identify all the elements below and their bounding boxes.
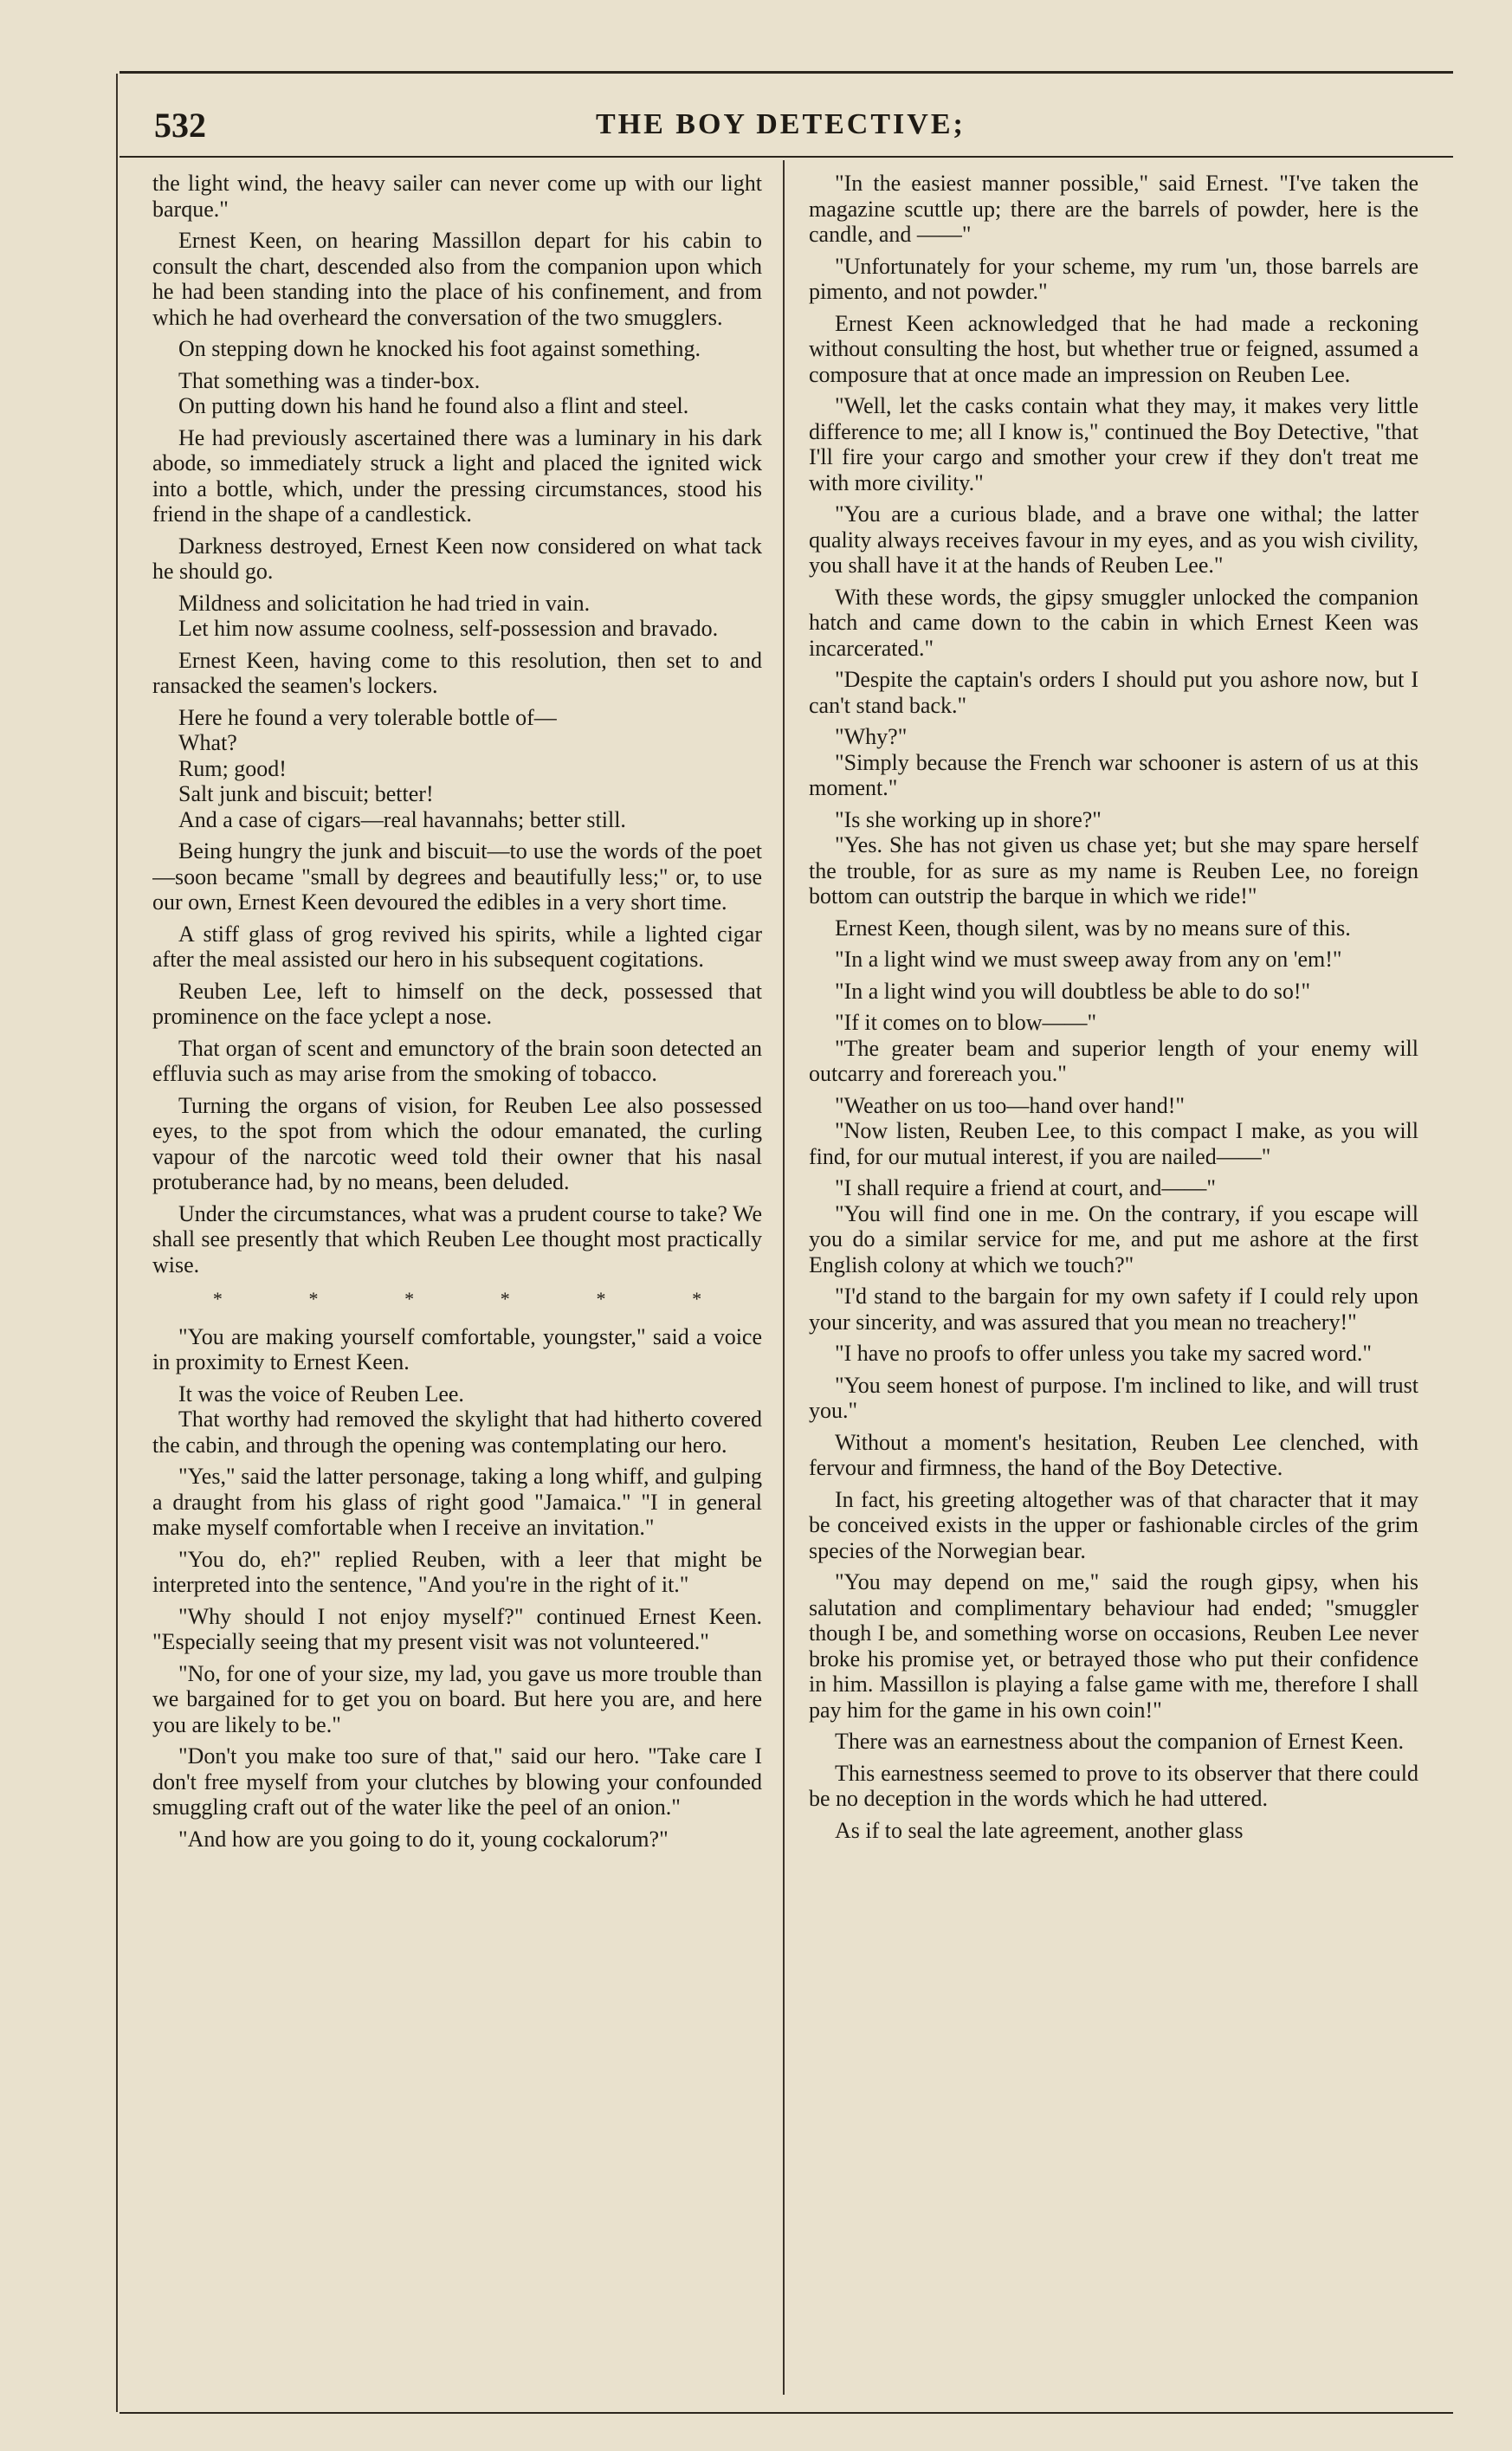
paragraph: "I shall require a friend at court, and——" <box>835 1175 1216 1200</box>
paragraph: "You may depend on me," said the rough gipsy, when his salutation and complimentary behaviour had ended; "smuggler though I be, and something worse on occasions, Reuben Lee never broke his promise yet, or betrayed those who put their confidence in him. Massillon is playing a false game with me, therefore I shall pay him for the game in his own coin!" <box>809 1569 1418 1723</box>
paragraph: Ernest Keen, on hearing Massillon depart for his cabin to consult the chart, descended also from the companion upon which he had been standing into the place of his confinement, and from which he had overheard the conversation of the two smugglers. <box>152 228 762 330</box>
paragraph: "You seem honest of purpose. I'm inclined to like, and will trust you." <box>809 1372 1418 1423</box>
paragraph: "In the easiest manner possible," said Ernest. "I've taken the magazine scuttle up; there are the barrels of powder, here is the candle, and ——" <box>809 171 1418 247</box>
paragraph: A stiff glass of grog revived his spirits, while a lighted cigar after the meal assisted our hero in his subsequent cogitations. <box>152 921 762 972</box>
separator-star: * <box>596 1288 606 1310</box>
paragraph: Here he found a very tolerable bottle of— <box>178 704 557 730</box>
paragraph: "Why should I not enjoy myself?" continued Ernest Keen. "Especially seeing that my present visit was not volunteered." <box>152 1603 762 1654</box>
paragraph: Ernest Keen, having come to this resolution, then set to and ransacked the seamen's lockers. <box>152 647 762 698</box>
paragraph: "I have no proofs to offer unless you take my sacred word." <box>835 1341 1373 1366</box>
paragraph: On stepping down he knocked his foot against something. <box>178 336 701 361</box>
separator-star: * <box>404 1288 415 1310</box>
left-column <box>152 171 762 2396</box>
paragraph: Turning the organs of vision, for Reuben Lee also possessed eyes, to the spot from which the odour emanated, the curling vapour of the narcotic weed told their owner that his nasal protuberance had, by no means, been deluded. <box>152 1092 762 1194</box>
paragraph: "Why?" <box>835 724 908 749</box>
paragraph: It was the voice of Reuben Lee. <box>178 1381 464 1407</box>
page-header <box>120 74 1453 158</box>
paragraph: As if to seal the late agreement, another glass <box>835 1817 1244 1843</box>
section-separator <box>170 1286 745 1312</box>
paragraph: Mildness and solicitation he had tried in vain. <box>178 590 591 616</box>
paragraph: "Now listen, Reuben Lee, to this compact I make, as you will find, for our mutual interest, if you are nailed——" <box>809 1118 1418 1169</box>
paragraph: Salt junk and biscuit; better! <box>178 781 434 806</box>
paragraph: "You do, eh?" replied Reuben, with a leer that might be interpreted into the sentence, "And you're in the right of it." <box>152 1546 762 1597</box>
page <box>120 71 1453 2414</box>
paragraph: "And how are you going to do it, young cockalorum?" <box>178 1826 669 1852</box>
paragraph: With these words, the gipsy smuggler unlocked the companion hatch and came down to the cabin in which Ernest Keen was incarcerated." <box>809 584 1418 661</box>
paragraph: "You will find one in me. On the contrary, if you escape will you do a similar service for me, and put me ashore at the first English colony at which we touch?" <box>809 1200 1418 1277</box>
paragraph: "No, for one of your size, my lad, you gave us more trouble than we bargained for to get you on board. But here you are, and here you are likely to be." <box>152 1660 762 1737</box>
paragraph: Ernest Keen, though silent, was by no means sure of this. <box>835 915 1351 941</box>
separator-star: * <box>692 1288 702 1310</box>
paragraph: the light wind, the heavy sailer can never come up with our light barque." <box>152 171 762 222</box>
paragraph: There was an earnestness about the companion of Ernest Keen. <box>835 1729 1404 1754</box>
paragraph: "In a light wind you will doubtless be able to do so!" <box>835 978 1311 1004</box>
paragraph: Let him now assume coolness, self-possession and bravado. <box>178 616 719 641</box>
paragraph: He had previously ascertained there was a luminary in his dark abode, so immediately struck a light and placed the ignited wick into a bottle, which, under the pressing circumstances, stood his friend in the shape of a candlestick. <box>152 424 762 527</box>
paragraph: This earnestness seemed to prove to its observer that there could be no deception in the words which he had uttered. <box>809 1760 1418 1811</box>
separator-star: * <box>500 1288 510 1310</box>
paragraph: Without a moment's hesitation, Reuben Lee clenched, with fervour and firmness, the hand of the Boy Detective. <box>809 1429 1418 1480</box>
right-column <box>809 171 1418 2396</box>
paragraph: "Yes. She has not given us chase yet; but she may spare herself the trouble, for as sure as my name is Reuben Lee, no foreign bottom can outstrip the barque in which we ride!" <box>809 832 1418 909</box>
paragraph: And a case of cigars—real havannahs; better still. <box>178 806 626 832</box>
paragraph: "You are making yourself comfortable, youngster," said a voice in proximity to Ernest Keen. <box>152 1323 762 1374</box>
paragraph: That organ of scent and emunctory of the brain soon detected an effluvia such as may arise from the smoking of tobacco. <box>152 1035 762 1086</box>
running-title: THE BOY DETECTIVE; <box>596 108 966 140</box>
paragraph: On putting down his hand he found also a flint and steel. <box>178 393 689 418</box>
paragraph: "You are a curious blade, and a brave one withal; the latter quality always receives favour in my eyes, and as you wish civility, you shall have it at the hands of Reuben Lee." <box>809 501 1418 578</box>
page-left-rule <box>116 74 118 2412</box>
paragraph: "Unfortunately for your scheme, my rum 'un, those barrels are pimento, and not powder." <box>809 253 1418 304</box>
page-number: 532 <box>154 106 206 145</box>
paragraph: That something was a tinder-box. <box>178 367 481 393</box>
paragraph: "Well, let the casks contain what they may, it makes very little difference to me; all I know is," continued the Boy Detective, "that I'll fire your cargo and smother your crew if they don't treat me with more civility." <box>809 393 1418 495</box>
paragraph: "Don't you make too sure of that," said our hero. "Take care I don't free myself from your clutches by blowing your confounded smuggling craft out of the water like the peel of an onion." <box>152 1743 762 1820</box>
paragraph: Darkness destroyed, Ernest Keen now considered on what tack he should go. <box>152 533 762 584</box>
paragraph: Reuben Lee, left to himself on the deck, possessed that prominence on the face yclept a nose. <box>152 978 762 1029</box>
paragraph: In fact, his greeting altogether was of that character that it may be conceived exists in the upper or fashionable circles of the grim species of the Norwegian bear. <box>809 1486 1418 1563</box>
paragraph: "The greater beam and superior length of your enemy will outcarry and forereach you." <box>809 1035 1418 1086</box>
paragraph: Ernest Keen acknowledged that he had made a reckoning without consulting the host, but whether true or feigned, assumed a composure that at once made an impression on Reuben Lee. <box>809 310 1418 387</box>
paragraph: That worthy had removed the skylight that had hitherto covered the cabin, and through the opening was contemplating our hero. <box>152 1407 762 1458</box>
paragraph: Rum; good! <box>178 755 287 781</box>
paragraph: "If it comes on to blow——" <box>835 1010 1097 1035</box>
separator-star: * <box>308 1288 319 1310</box>
paragraph: "Simply because the French war schooner is astern of us at this moment." <box>809 749 1418 800</box>
column-divider <box>783 160 785 2395</box>
paragraph: "Despite the captain's orders I should put you ashore now, but I can't stand back." <box>809 667 1418 718</box>
paragraph: "I'd stand to the bargain for my own safety if I could rely upon your sincerity, and was assured that you mean no treachery!" <box>809 1284 1418 1335</box>
paragraph: What? <box>178 730 237 755</box>
paragraph: "Yes," said the latter personage, taking a long whiff, and gulping a draught from his glass of right good "Jamaica." "I in general make myself comfortable when I receive an invitation." <box>152 1464 762 1540</box>
separator-star: * <box>212 1288 223 1310</box>
paragraph: Under the circumstances, what was a prudent course to take? We shall see presently that which Reuben Lee thought most practically wise. <box>152 1200 762 1277</box>
paragraph: "Weather on us too—hand over hand!" <box>835 1092 1185 1118</box>
paragraph: "Is she working up in shore?" <box>835 806 1102 832</box>
paragraph: "In a light wind we must sweep away from any on 'em!" <box>835 947 1342 972</box>
paragraph: Being hungry the junk and biscuit—to use the words of the poet—soon became "small by degrees and beautifully less;" or, to use our own, Ernest Keen devoured the edibles in a very short time. <box>152 838 762 915</box>
